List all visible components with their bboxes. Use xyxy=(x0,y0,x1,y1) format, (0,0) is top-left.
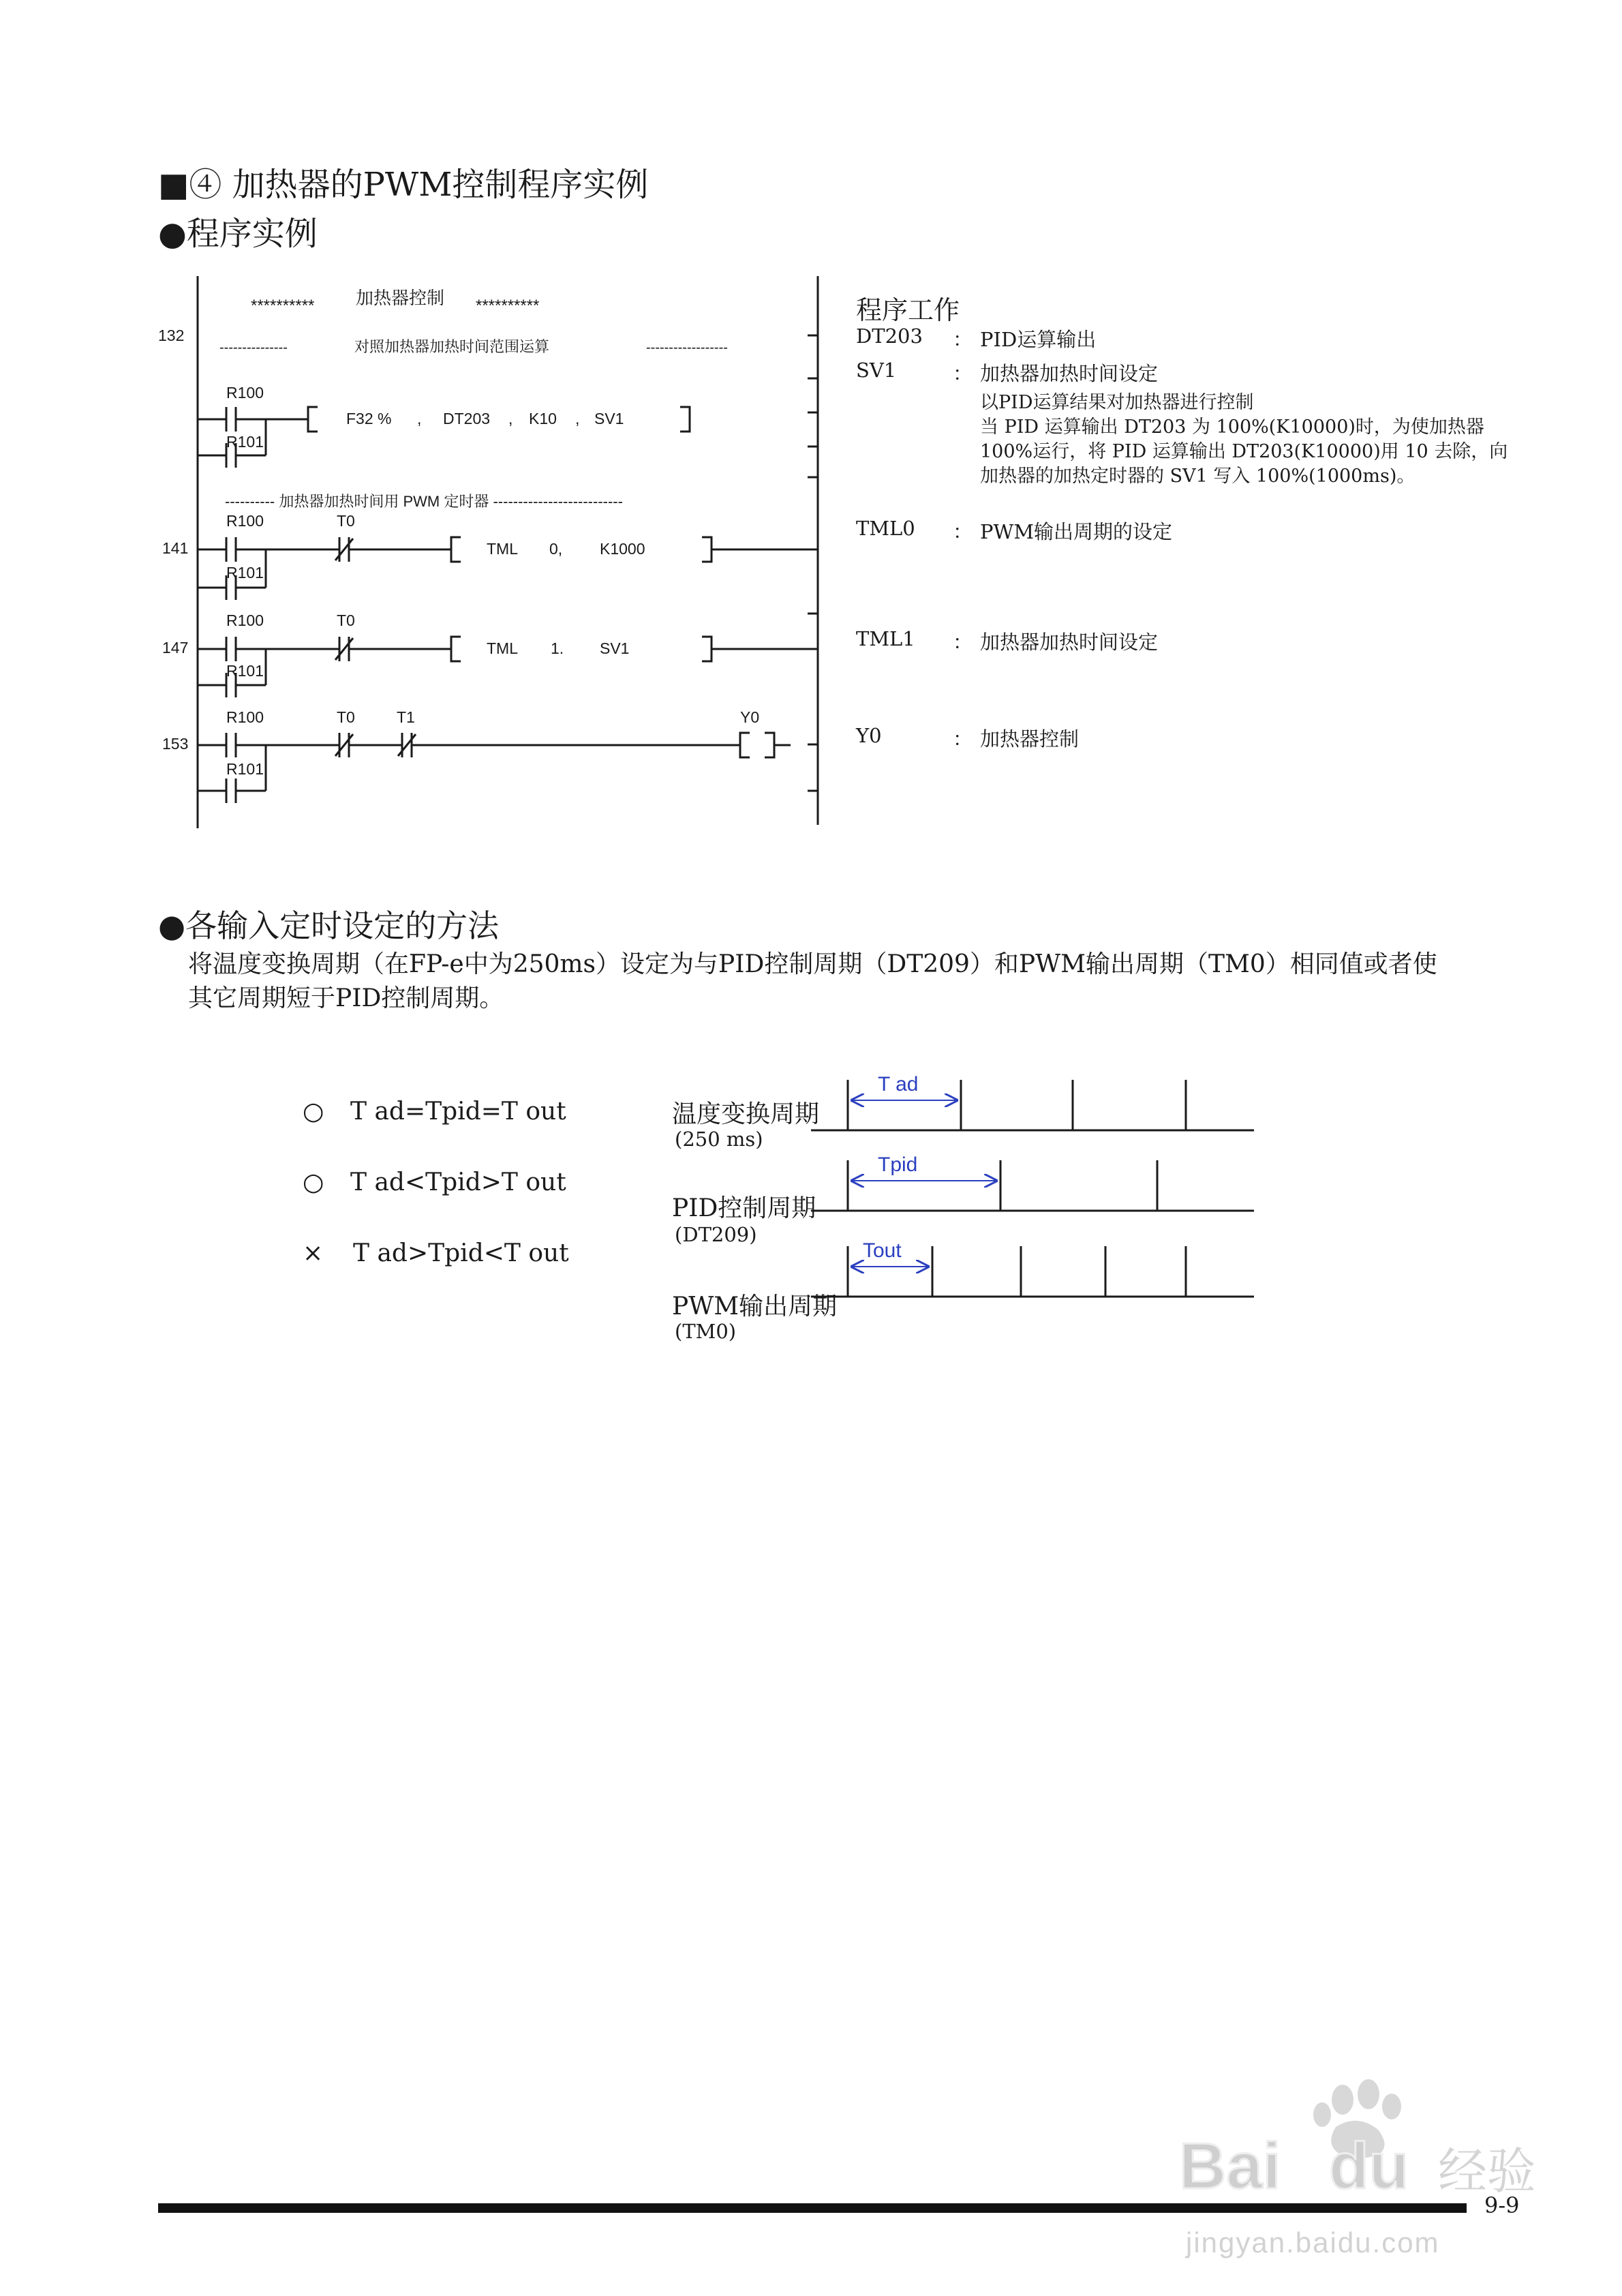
svg-text:du: du xyxy=(1329,2130,1409,2203)
timing-section-heading: ●各输入定时设定的方法 xyxy=(158,907,500,944)
footer-rule xyxy=(158,2203,1467,2213)
contact-label-r100: R100 xyxy=(226,708,264,726)
timing-row-sub-pwm: (TM0) xyxy=(675,1320,737,1343)
line-number-132: 132 xyxy=(158,327,185,344)
comment-range-calc: 对照加热器加热时间范围运算 xyxy=(354,338,550,355)
dashes-right: ------------------ xyxy=(646,340,728,355)
tml1-label: TML1 xyxy=(856,627,915,650)
operand-k1000: K1000 xyxy=(600,540,645,558)
condition-text: T ad>Tpid<T out xyxy=(353,1239,569,1267)
operand-sv1: SV1 xyxy=(594,410,624,427)
colon: ： xyxy=(953,727,973,751)
contact-label-r100: R100 xyxy=(226,512,264,530)
timer-number-0: 0, xyxy=(549,540,563,558)
sv1-note-line2: 当 PID 运算输出 DT203 为 100%(K10000)时，为使加热器 xyxy=(980,417,1484,438)
contact-label-t0: T0 xyxy=(337,512,355,530)
colon: ： xyxy=(953,362,973,385)
sv1-note-line3: 100%运行，将 PID 运算输出 DT203(K10000)用 10 去除，向 xyxy=(980,441,1508,462)
comma: , xyxy=(575,410,580,427)
y0-label: Y0 xyxy=(856,724,882,747)
contact-label-t1: T1 xyxy=(397,708,415,726)
timer-number-1: 1. xyxy=(551,639,564,657)
sv1-label: SV1 xyxy=(856,359,897,382)
sv1-note-line4: 加热器的加热定时器的 SV1 写入 100%(1000ms)。 xyxy=(980,466,1416,487)
stars-right: ********** xyxy=(476,297,540,315)
contact-label-r101: R101 xyxy=(226,662,264,680)
line-number-141: 141 xyxy=(162,539,189,557)
tml0-label: TML0 xyxy=(856,517,915,540)
contact-label-r101: R101 xyxy=(226,760,264,778)
colon: ： xyxy=(953,328,973,351)
instr-f32: F32 % xyxy=(346,410,392,427)
comment-heater-control: 加热器控制 xyxy=(356,288,445,308)
condition-mark: ○ xyxy=(303,1168,324,1196)
contact-label-r100: R100 xyxy=(226,611,264,629)
sv1-note-line1: 以PID运算结果对加热器进行控制 xyxy=(980,392,1254,413)
arrow-label-tad: T ad xyxy=(878,1073,919,1096)
operand-sv1: SV1 xyxy=(600,639,630,657)
timing-row-name-pid: PID控制周期 xyxy=(672,1194,816,1222)
instr-tml: TML xyxy=(487,639,518,657)
comma: , xyxy=(417,410,422,427)
timing-paragraph-line2: 其它周期短于PID控制周期。 xyxy=(188,984,504,1012)
coil-label-y0: Y0 xyxy=(740,708,760,726)
dt203-label: DT203 xyxy=(856,324,923,348)
condition-text: T ad=Tpid=T out xyxy=(350,1098,566,1126)
tml0-description: PWM输出周期的设定 xyxy=(980,520,1173,543)
contact-label-t0: T0 xyxy=(337,708,355,726)
dashes-left: --------------- xyxy=(219,340,288,355)
operand-k10: K10 xyxy=(529,410,557,427)
timing-row-sub-pid: (DT209) xyxy=(675,1223,757,1246)
colon: ： xyxy=(953,520,973,543)
sv1-description: 加热器加热时间设定 xyxy=(980,362,1159,385)
line-number-153: 153 xyxy=(162,735,189,753)
timing-paragraph-line1: 将温度变换周期（在FP-e中为250ms）设定为与PID控制周期（DT209）和PWM输出周期（TM0）相同值或者使 xyxy=(188,950,1437,978)
arrow-label-tpid: Tpid xyxy=(878,1153,918,1176)
timing-row-name-ad: 温度变换周期 xyxy=(672,1100,820,1128)
timing-row-name-pwm: PWM输出周期 xyxy=(672,1293,838,1320)
stars-left: ********** xyxy=(251,297,315,315)
comment-pwm-timer: ---------- 加热器加热时间用 PWM 定时器 -------------------------- xyxy=(225,493,623,510)
svg-text:Bai: Bai xyxy=(1179,2130,1281,2203)
contact-label-r101: R101 xyxy=(226,564,264,581)
line-number-147: 147 xyxy=(162,639,189,656)
condition-text: T ad<Tpid>T out xyxy=(350,1168,566,1196)
timing-row-sub-ad: (250 ms) xyxy=(675,1128,763,1151)
svg-text:经验: 经验 xyxy=(1438,2145,1533,2199)
condition-mark: × xyxy=(303,1239,324,1267)
tml1-description: 加热器加热时间设定 xyxy=(980,631,1159,654)
comma: , xyxy=(508,410,513,427)
subsection-program-example: ●程序实例 xyxy=(158,215,318,253)
colon: ： xyxy=(953,631,973,654)
contact-label-t0: T0 xyxy=(337,611,355,629)
page-number: 9-9 xyxy=(1484,2192,1520,2218)
contact-label-r100: R100 xyxy=(226,384,264,402)
program-work-title: 程序工作 xyxy=(856,295,960,325)
watermark-url: jingyan.baidu.com xyxy=(1186,2226,1440,2259)
dt203-description: PID运算输出 xyxy=(980,328,1097,351)
condition-mark: ○ xyxy=(303,1098,324,1126)
arrow-label-tout: Tout xyxy=(863,1239,902,1262)
instr-tml: TML xyxy=(487,540,518,558)
y0-description: 加热器控制 xyxy=(980,727,1080,751)
section-title: ■④ 加热器的PWM控制程序实例 xyxy=(158,166,649,204)
operand-dt203: DT203 xyxy=(443,410,491,427)
contact-label-r101: R101 xyxy=(226,433,264,451)
